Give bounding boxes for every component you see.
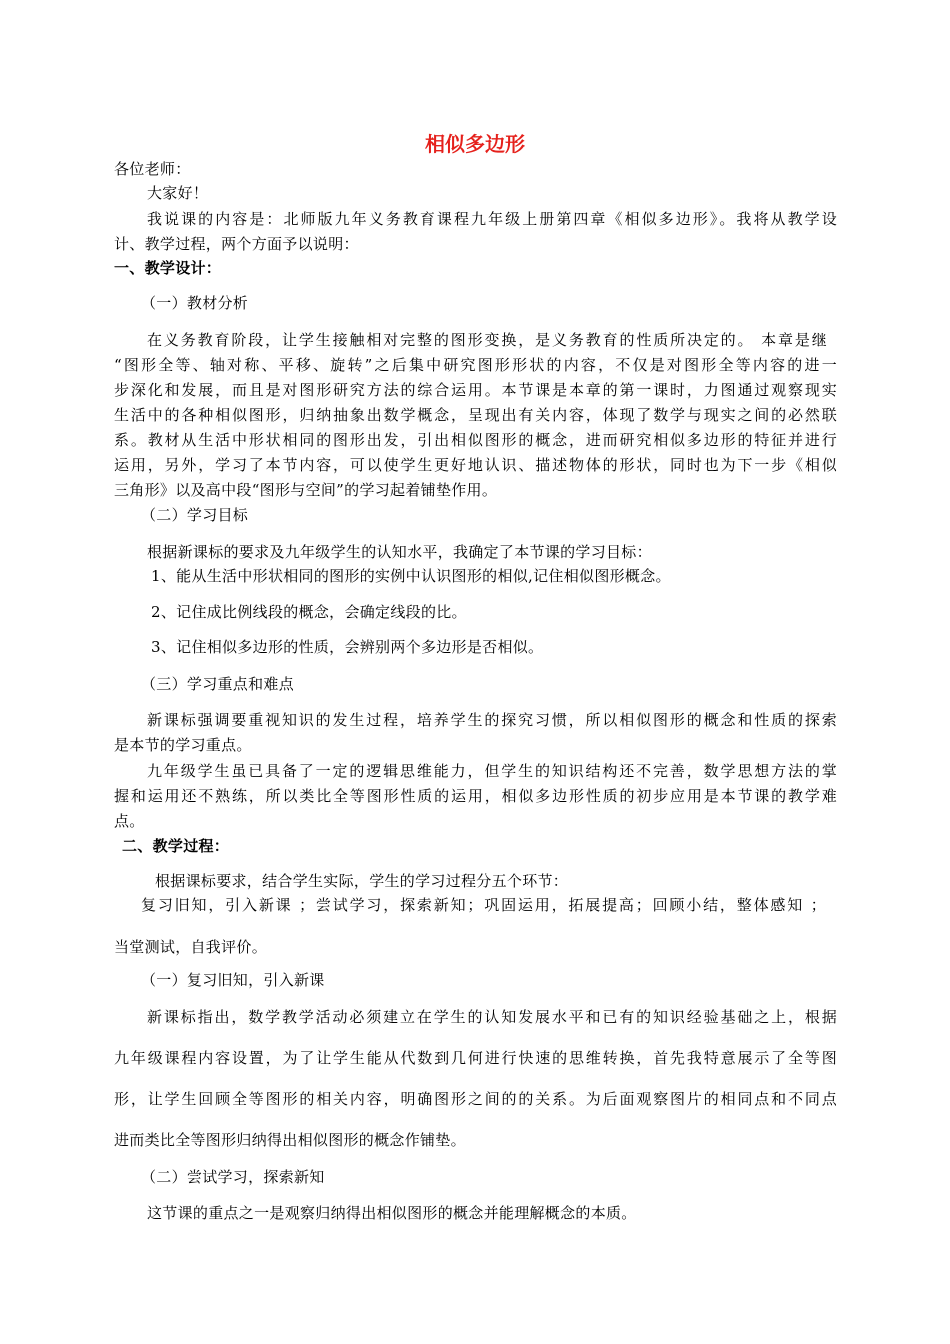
document-title: 相似多边形 (425, 132, 525, 156)
paragraph-line: 点。 (114, 812, 145, 830)
subsection-heading: （一）教材分析 (141, 294, 249, 312)
paragraph-line: 这节课的重点之一是观察归纳得出相似图形的概念并能理解概念的本质。 (147, 1204, 637, 1222)
subsection-heading: （二）学习目标 (141, 506, 249, 524)
paragraph-line: 系。教材从生活中形状相同的图形出发，引出相似图形的概念，进而研究相似多边形的特征并进行 (114, 431, 837, 449)
subsection-heading: （三）学习重点和难点 (141, 675, 295, 693)
paragraph-line: 复习旧知，引入新课 ；尝试学习，探索新知；巩固运用，拓展提高；回顾小结，整体感知 ； (141, 896, 826, 914)
paragraph-line: 根据课标要求，结合学生实际，学生的学习过程分五个环节： (155, 872, 569, 890)
paragraph-line: 新课标强调要重视知识的发生过程，培养学生的探究习惯，所以相似图形的概念和性质的探索 (147, 711, 837, 729)
paragraph-line: 握和运用还不熟练，所以类比全等图形性质的运用，相似多边形性质的初步应用是本节课的教学难 (114, 787, 837, 805)
paragraph-line: 九年级学生虽已具备了一定的逻辑思维能力，但学生的知识结构还不完善，数学思想方法的掌 (147, 762, 837, 780)
section-heading-2: 二、教学过程： (122, 837, 230, 855)
paragraph-line: 九年级课程内容设置，为了让学生能从代数到几何进行快速的思维转换，首先我特意展示了全等图 (114, 1049, 837, 1067)
paragraph-line: 在义务教育阶段，让学生接触相对完整的图形变换，是义务教育的性质所决定的。 本章是继 (147, 331, 827, 349)
greeting: 大家好！ (147, 184, 209, 202)
subsection-heading: （二）尝试学习，探索新知 (141, 1168, 325, 1186)
objective-item: 2、记住成比例线段的概念，会确定线段的比。 (151, 603, 467, 621)
paragraph-line: 是本节的学习重点。 (114, 736, 252, 754)
paragraph-line: 生活中的各种相似图形，归纳抽象出数学概念，呈现出有关内容，体现了数学与现实之间的必然联 (114, 406, 837, 424)
paragraph-line: “图形全等、轴对称、平移、旋转”之后集中研究图形形状的内容，不仅是对图形全等内容的进一 (114, 356, 837, 374)
section-heading-1: 一、教学设计： (114, 259, 222, 277)
salutation: 各位老师： (114, 160, 191, 178)
paragraph-line: 步深化和发展，而且是对图形研究方法的综合运用。本节课是本章的第一课时，力图通过观察现实 (114, 381, 837, 399)
paragraph-line: 形，让学生回顾全等图形的相关内容，明确图形之间的的关系。为后面观察图片的相同点和不同点 (114, 1090, 837, 1108)
paragraph-line: 进而类比全等图形归纳得出相似图形的概念作铺垫。 (114, 1131, 466, 1149)
paragraph-line: 当堂测试，自我评价。 (114, 938, 268, 956)
objective-item: 1、能从生活中形状相同的图形的实例中认识图形的相似,记住相似图形概念。 (151, 567, 671, 585)
paragraph-line: 计、教学过程，两个方面予以说明： (114, 235, 359, 253)
paragraph-line: 我说课的内容是：北师版九年义务教育课程九年级上册第四章《相似多边形》。我将从教学设 (147, 210, 837, 228)
paragraph-line: 三角形》以及高中段“图形与空间”的学习起着铺垫作用。 (114, 481, 498, 499)
paragraph-line: 运用，另外，学习了本节内容，可以使学生更好地认识、描述物体的形状，同时也为下一步《相似 (114, 456, 837, 474)
objective-item: 3、记住相似多边形的性质，会辨别两个多边形是否相似。 (151, 638, 544, 656)
paragraph-line: 新课标指出，数学教学活动必须建立在学生的认知发展水平和已有的知识经验基础之上，根据 (147, 1008, 837, 1026)
paragraph-line: 根据新课标的要求及九年级学生的认知水平，我确定了本节课的学习目标： (147, 543, 652, 561)
subsection-heading: （一）复习旧知，引入新课 (141, 971, 325, 989)
